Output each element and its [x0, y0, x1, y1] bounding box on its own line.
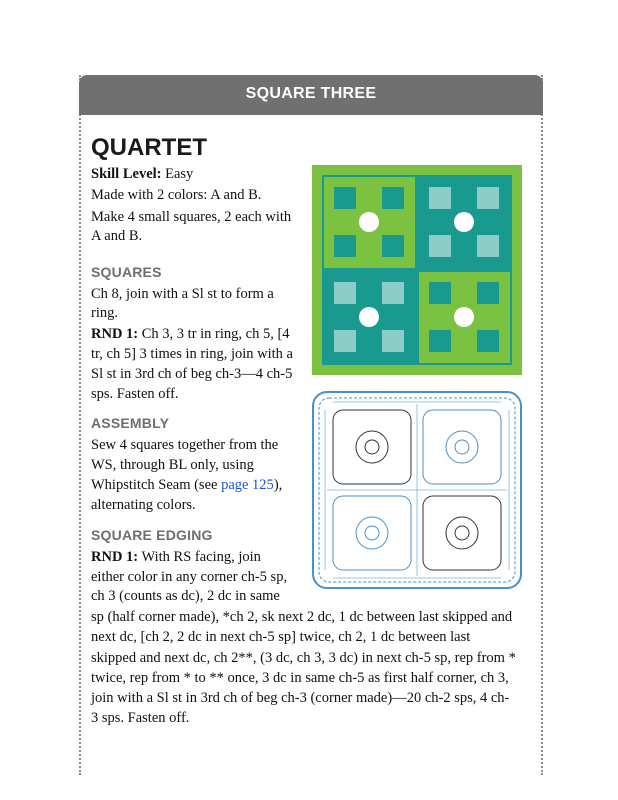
squares-rnd-line-2: tr, ch 5] 3 times in ring, join with a — [91, 346, 293, 362]
squares-rnd-line-3: Sl st in 3rd ch of beg ch-3—4 ch-5 — [91, 366, 293, 382]
skill-value: Easy — [165, 166, 194, 182]
make-line-1: Make 4 small squares, 2 each with — [91, 209, 292, 225]
page-link[interactable]: page 125 — [221, 477, 274, 493]
edging-line-8: join with a Sl st in 3rd ch of beg ch-3 (corner made)—20 ch-2 sps, 4 ch- — [91, 690, 510, 706]
edging-line-2: either color in any corner ch-5 sp, — [91, 569, 288, 585]
edging-line-7: twice, rep from * to ** once, 3 dc in same ch-5 as first half corner, ch 3, — [91, 670, 509, 686]
chart-motif-top-right — [423, 410, 501, 484]
squares-rnd-line-4: sps. Fasten off. — [91, 386, 179, 402]
edging-line-6: skipped and next dc, ch 2**, (3 dc, ch 3, 3 dc) in next ch-5 sp, rep from * — [91, 650, 516, 666]
crochet-chart — [311, 390, 523, 590]
skill-level — [91, 164, 193, 185]
chart-motif-bottom-left — [333, 496, 411, 570]
edging-rnd-label: RND 1: — [91, 549, 139, 565]
edging-line-5: next dc, [ch 2, 2 dc in next ch-5 sp] twice, ch 2, 1 dc between last — [91, 629, 471, 645]
square-photo — [312, 165, 522, 375]
section-header — [79, 75, 543, 115]
make-line-2: A and B. — [91, 228, 143, 244]
squares-heading: SQUARES — [91, 264, 162, 280]
assembly-line-1: Sew 4 squares together from the — [91, 437, 279, 453]
edging-line-4: sp (half corner made), *ch 2, sk next 2 dc, 1 dc between last skipped and — [91, 609, 513, 625]
pattern-title: QUARTET — [91, 134, 207, 161]
assembly-line-4: alternating colors. — [91, 497, 196, 513]
chart-stitch-lines — [325, 402, 509, 578]
squares-line-1: Ch 8, join with a Sl st to form a — [91, 286, 274, 302]
edging-line-3: ch 3 (counts as dc), 2 dc in same — [91, 588, 280, 604]
colors-line: Made with 2 colors: A and B. — [91, 187, 262, 203]
assembly-line-2: WS, through BL only, using — [91, 457, 254, 473]
edging-heading: SQUARE EDGING — [91, 527, 213, 543]
assembly-line-3-pre: Whipstitch Seam (see — [91, 477, 222, 493]
section-title: SQUARE THREE — [245, 85, 377, 102]
assembly-line-3-post: ), — [273, 477, 283, 493]
chart-motif-top-left — [333, 410, 411, 484]
chart-motif-bottom-right — [423, 496, 501, 570]
edging-line-1 — [91, 547, 261, 568]
squares-rnd-line-1 — [91, 324, 290, 345]
squares-line-2: ring. — [91, 305, 118, 321]
edging-line-9: 3 sps. Fasten off. — [91, 710, 190, 726]
edging-rnd-text: With RS facing, join — [141, 549, 261, 565]
assembly-heading: ASSEMBLY — [91, 415, 170, 431]
skill-label: Skill Level: — [91, 166, 162, 182]
rnd-text: Ch 3, 3 tr in ring, ch 5, [4 — [141, 326, 290, 342]
rnd-label: RND 1: — [91, 326, 139, 342]
assembly-line-3 — [91, 475, 282, 496]
